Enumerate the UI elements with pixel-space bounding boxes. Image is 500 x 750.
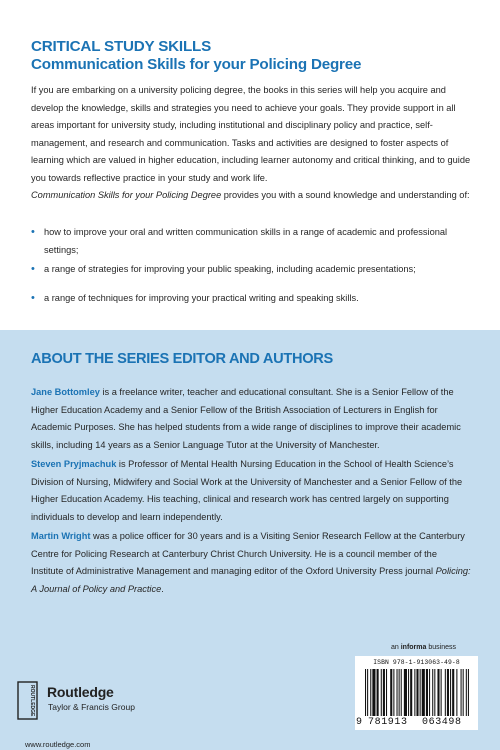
series-title: CRITICAL STUDY SKILLS [31,38,212,55]
barcode-bar [422,669,425,716]
barcode-bar [468,669,469,716]
barcode-bar [370,669,371,716]
author-bio-end: . [161,583,164,594]
barcode-first-digit: 9 [356,717,363,728]
barcode-bar [466,669,467,716]
publisher-logo [17,681,217,721]
bullet-icon: • [31,263,35,275]
svg-text:ROUTLEDGE: ROUTLEDGE [29,685,35,717]
barcode-bar [386,669,387,716]
intro-lead-rest: provides you with a sound knowledge and understanding of: [221,190,470,200]
barcode-bar [437,669,439,716]
about-heading: ABOUT THE SERIES EDITOR AND AUTHORS [31,351,333,367]
author-bio-text: is Professor of Mental Health Nursing Education in the School of Health Science’s Division of Nursing, Midwifery and Social Work at the University of Manchester and a Senior Fellow of the Higher Education Academy. His teaching, clinical and research work has centred largely on supporting individuals to develop and learn independently. [31,459,463,522]
barcode-bar [365,669,366,716]
bullet-text: a range of strategies for improving your public speaking, including academic presentations; [44,264,416,274]
barcode-bar [445,669,446,716]
barcode-bar [383,669,385,716]
barcode-bar [452,669,454,716]
intro-paragraph: If you are embarking on a university policing degree, the books in this series will help you acquire and develop the knowledge, skills and strategies you need to achieve your goals. They provide support in all areas important for university study, including institutional and disciplinary policy and practice, self-management, and research and communication. Tasks and activities are designed to foster aspects of learning which are valued in higher education, including learner autonomy and critical thinking, and to guide you towards reflective practice in your study and work life. [31,85,471,183]
barcode-bar [461,669,462,716]
author-bio [31,384,471,454]
barcode-bar [463,669,464,716]
author-name: Martin Wright [31,531,91,541]
journal-title: Policing: A Journal of Policy and Practice [31,566,471,594]
barcode-bar [408,669,409,716]
author-bio [31,456,471,526]
barcode-bar [432,669,433,716]
barcode-bar [434,669,435,716]
author-name: Steven Pryjmachuk [31,459,117,469]
isbn-barcode [355,656,478,730]
barcode-bar [397,669,398,716]
barcode-left-digits: 781913 [368,717,408,728]
informa-business: an informa business [391,644,456,651]
barcode-bar [447,669,449,716]
list-item [31,290,476,308]
barcode-bar [372,669,375,716]
book-title: Communication Skills for your Policing Degree [31,56,362,73]
barcode-bar [420,669,421,716]
barcode-bar [404,669,407,716]
author-bio-text: was a police officer for 30 years and is a Visiting Senior Research Fellow at the Canterbury Centre for Policing Research at Canterbury Christ Church University. He is a council member of the Institute of Administrative Management and managing editor of the Oxford University Press journal [31,531,465,576]
barcode-bar [399,669,400,716]
barcode-bar [450,669,451,716]
informa-wordmark: informa [400,644,427,651]
bullet-icon: • [31,226,35,238]
barcode-right-digits: 063498 [422,717,462,728]
barcode-bar [390,669,392,716]
barcode-bar [393,669,394,716]
barcode-bar [381,669,382,716]
bullet-text: how to improve your oral and written communication skills in a range of academic and professional settings; [44,227,448,255]
barcode-bar [410,669,412,716]
publisher-url: www.routledge.com [25,740,91,749]
barcode-bar [441,669,442,716]
publisher-group: Taylor & Francis Group [48,702,135,712]
barcode-bar [414,669,415,716]
list-item [31,224,476,261]
publisher-name: Routledge [47,684,114,700]
barcode-bar [426,669,428,716]
book-name-italic: Communication Skills for your Policing Degree [31,190,222,200]
routledge-logo-icon [17,681,38,720]
list-item [31,261,476,290]
author-bio-text: is a freelance writer, teacher and educational consultant. She is a Senior Fellow of the Higher Education Academy and a Senior Fellow of the British Association of Lecturers in English for Academic Purposes. She has helped students from a wide range of disciplines to improve their academic skills, including 14 years as a Senior Language Tutor at the University of Manchester. [31,387,461,450]
author-bio [31,528,471,598]
bullet-list [31,224,476,308]
isbn-text: ISBN 978-1-913063-49-8 [373,659,460,666]
intro-lead [31,187,476,205]
barcode-bar [401,669,402,716]
barcode-bar [429,669,430,716]
barcode-bar [456,669,457,716]
barcode-bar [367,669,368,716]
bullet-icon: • [31,292,35,304]
bullet-text: a range of techniques for improving your practical writing and speaking skills. [44,293,359,303]
barcode-bar [377,669,379,716]
author-name: Jane Bottomley [31,387,100,397]
barcode-bar [416,669,418,716]
